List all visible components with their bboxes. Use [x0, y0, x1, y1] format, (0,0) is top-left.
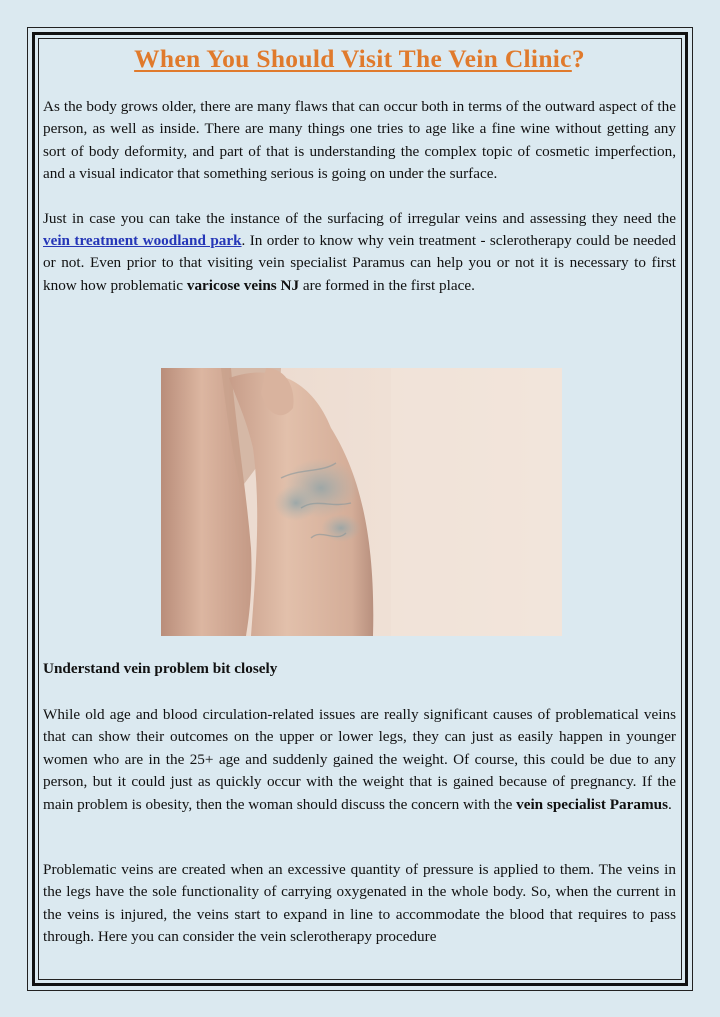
paragraph-veins-text-a: Just in case you can take the instance of the surfacing of irregular veins and assessing they need the: [43, 209, 676, 227]
paragraph-pressure: Problematic veins are created when an excessive quantity of pressure is applied to them. The veins in the legs have the sole functionality of carrying oxygenated in the whole body. So, when the current in the veins is injured, the veins start to expand in line to accommodate the blood that requires to pass through. Here you can consider the vein sclerotherapy procedure: [43, 861, 676, 946]
paragraph-age: [43, 704, 676, 816]
paragraph-veins: [43, 208, 676, 298]
page-title: [43, 44, 676, 74]
title-text: When You Should Visit The Vein Clinic: [134, 44, 572, 73]
title-question-mark: ?: [571, 44, 585, 73]
article-content: [43, 40, 676, 297]
paragraph-veins-text-c: are formed in the first place.: [299, 276, 475, 294]
paragraph-age-text-b: .: [668, 795, 672, 813]
paragraph-veins-text-b: . In order to know why vein treatment - sclerotherapy could be needed or not. Even prior to that visiting vein specialist Paramus can help you or not it is necessary to first know how problematic: [43, 232, 676, 294]
legs-illustration: [161, 368, 562, 636]
varicose-veins-bold: varicose veins NJ: [186, 276, 300, 294]
section-heading: Understand vein problem bit closely: [43, 660, 278, 677]
paragraph-age-text-a: While old age and blood circulation-related issues are really significant causes of problematical veins that can show their outcomes on the upper or lower legs, they can just as easily happen in younger women who are in the 25+ age and suddenly gained the weight. Of course, this could be due to any person, but it could just as quickly occur with the weight that is gained because of pregnancy. If the main problem is obesity, then the woman should discuss the concern with the: [43, 706, 676, 813]
legs-veins-photo: [161, 368, 562, 636]
vein-specialist-bold: vein specialist Paramus: [516, 795, 668, 813]
paragraph-intro: As the body grows older, there are many flaws that can occur both in terms of the outward aspect of the person, as well as inside. There are many things one tries to age like a fine wine without getting any sort of body deformity, and part of that is understanding the complex topic of cosmetic imperfection, and a visual indicator that something serious is going on under the surface.: [43, 98, 676, 183]
vein-treatment-link[interactable]: vein treatment woodland park: [43, 232, 242, 250]
